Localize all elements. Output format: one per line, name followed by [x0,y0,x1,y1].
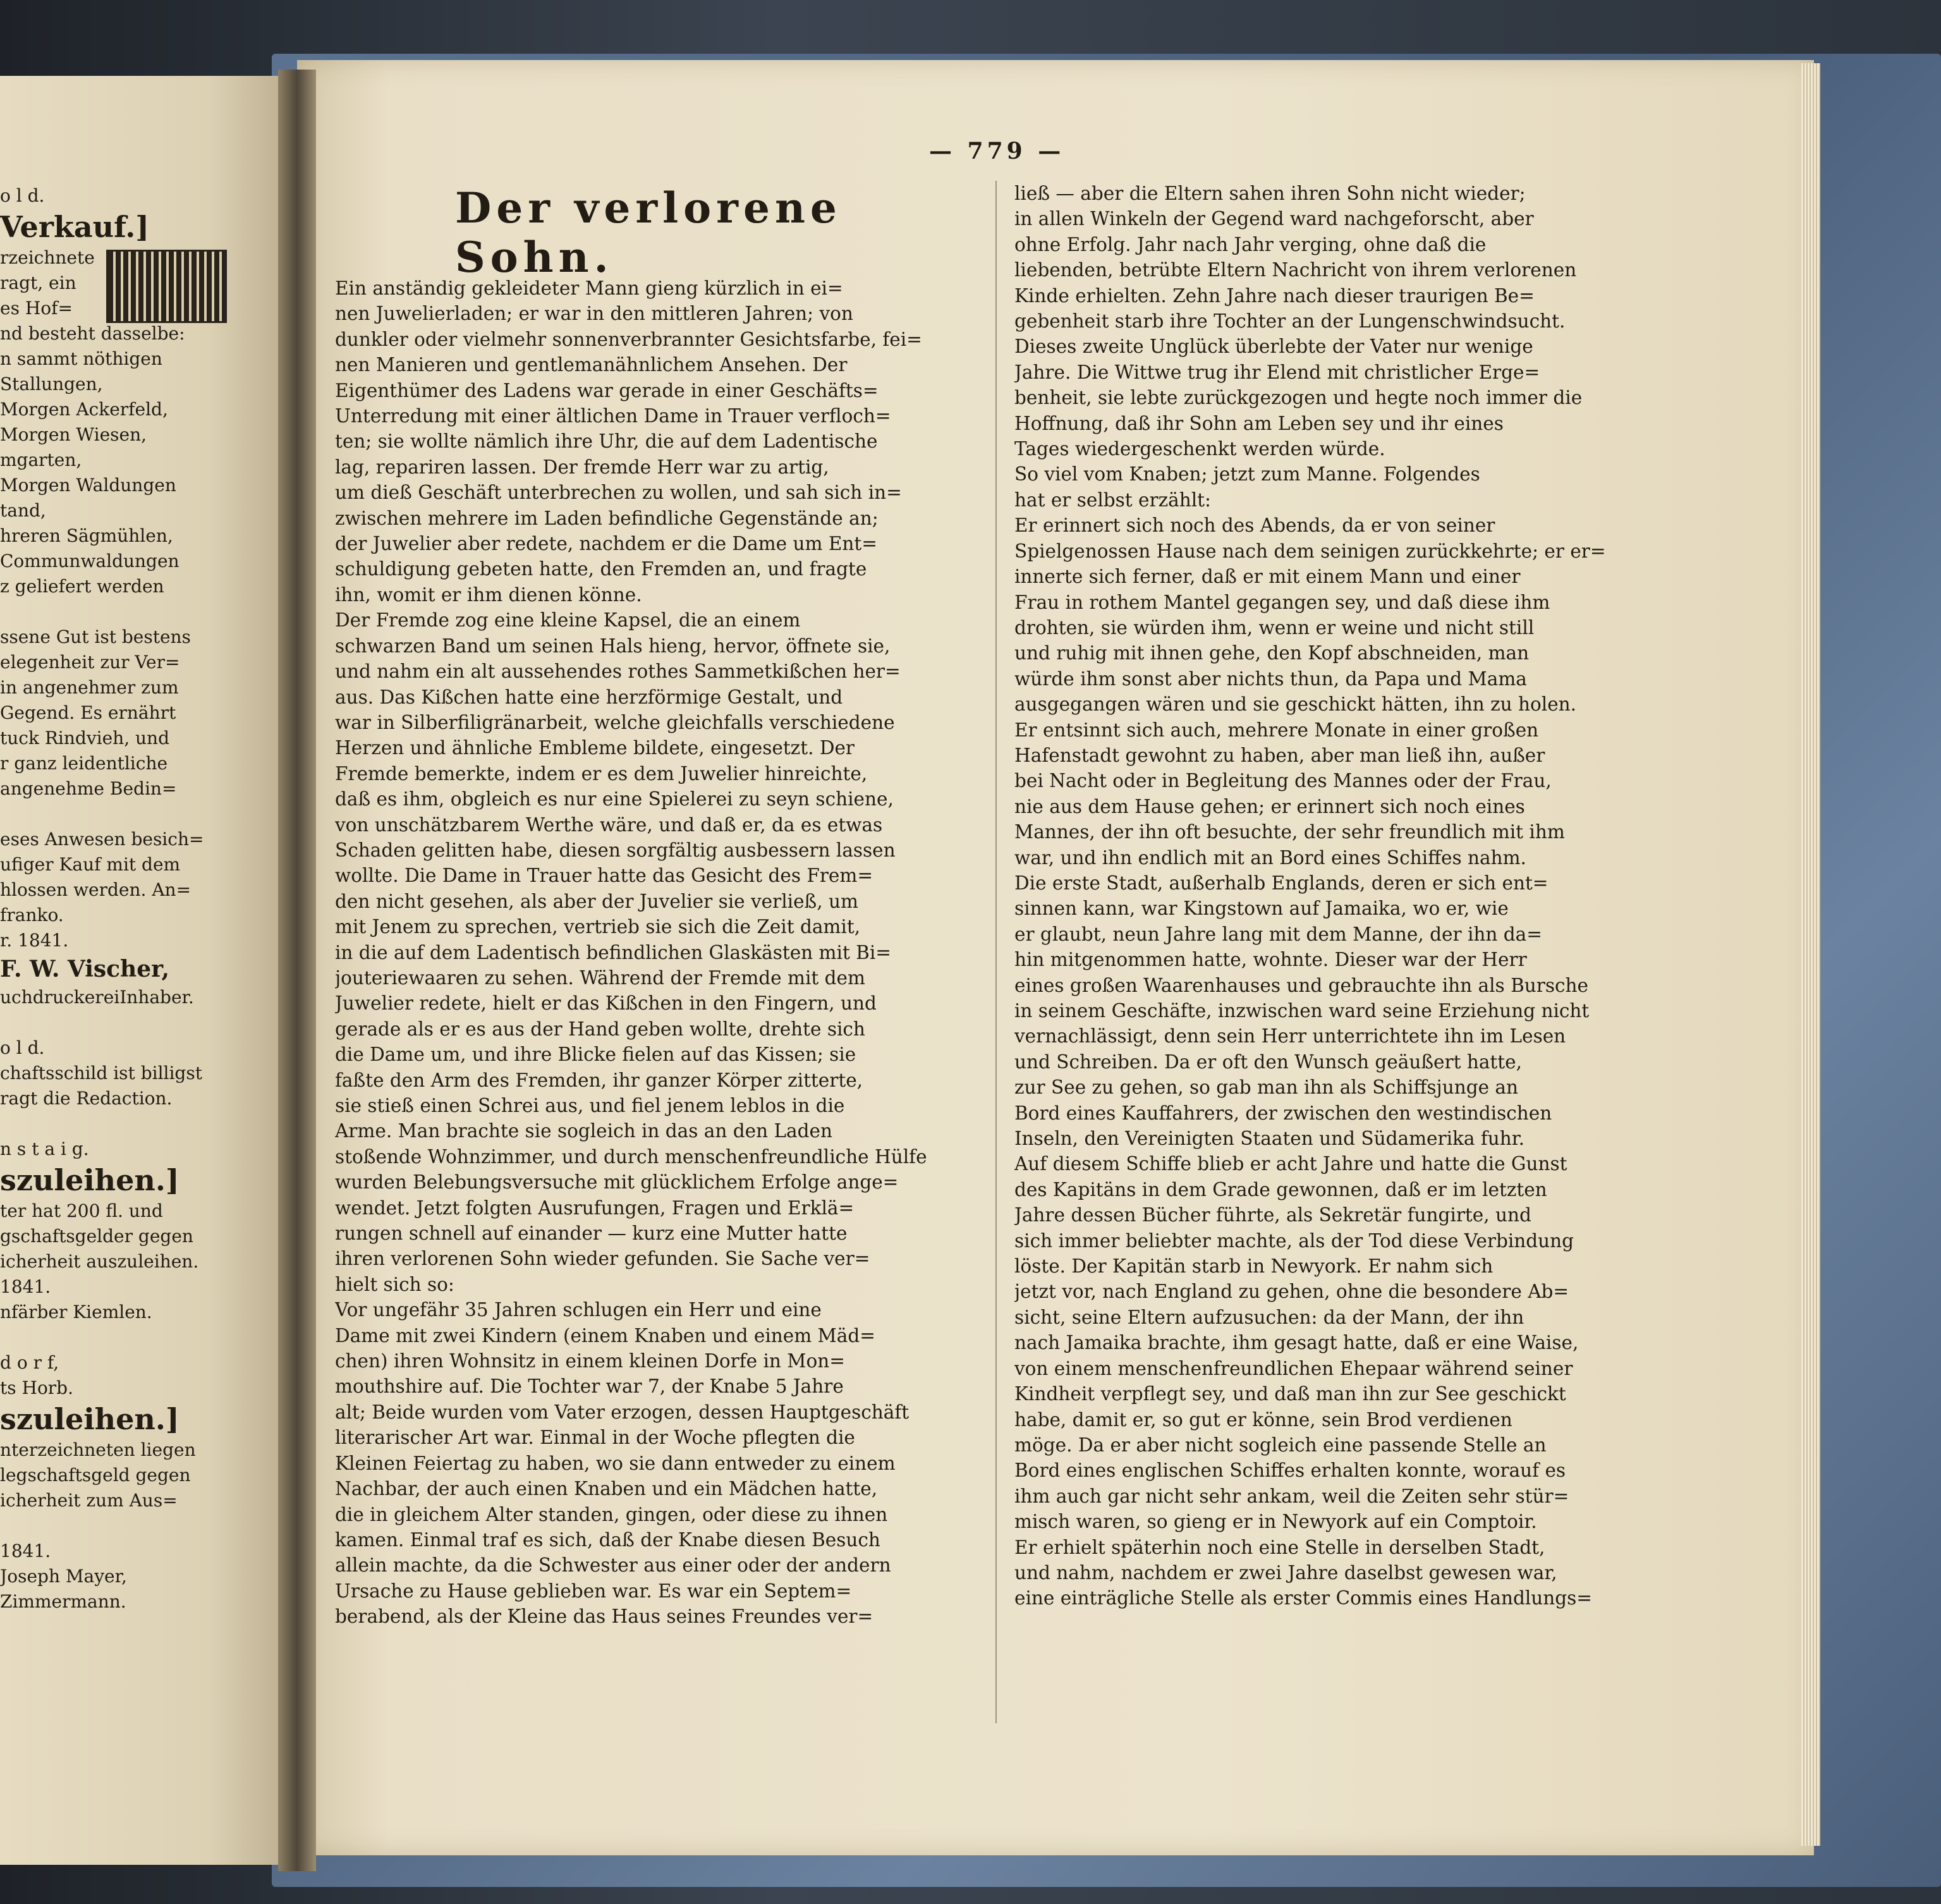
page-number: — 779 — [929,138,1065,164]
text-line: Kleinen Feiertag zu haben, wo sie dann entweder zu einem [335,1452,896,1474]
text-line: aus. Das Kißchen hatte eine herzförmige Gestalt, und [335,686,843,708]
ad-line: Zimmermann. [0,1591,126,1612]
ad-line: nfärber Kiemlen. [0,1302,152,1322]
text-line: Kindheit verpflegt sey, und daß man ihn zur See geschickt [1014,1383,1566,1405]
ad-line: Morgen Wiesen, [0,424,147,445]
text-line: Hoffnung, daß ihr Sohn am Leben sey und ihr eines [1014,412,1504,434]
text-line: Dame mit zwei Kindern (einem Knaben und einem Mäd= [335,1324,875,1346]
text-line: zur See zu gehen, so gab man ihn als Schiffsjunge an [1014,1077,1519,1099]
ad-line: tuck Rindvieh, und [0,728,169,748]
article-column-right [1014,181,1653,1611]
text-line: habe, damit er, so gut er könne, sein Brod verdienen [1014,1408,1512,1431]
text-line: chen) ihren Wohnsitz in einem kleinen Dorfe in Mon= [335,1350,845,1372]
text-line: hat er selbst erzählt: [1014,489,1211,511]
ad-line: o l d. [0,1037,45,1058]
ad-line [0,1513,221,1539]
ad-line: r. 1841. [0,930,69,951]
ad-line: szuleihen.] [0,1163,179,1197]
text-line: nach Jamaika brachte, ihm gesagt hatte, daß er eine Waise, [1014,1332,1579,1354]
text-line: Arme. Man brachte sie sogleich in das an den Laden [335,1120,832,1142]
ad-line: rzeichnete [0,247,95,268]
text-line: Mannes, der ihn oft besuchte, der sehr freundlich mit ihm [1014,821,1565,843]
text-line: alt; Beide wurden vom Vater erzogen, dessen Hauptgeschäft [335,1401,910,1423]
text-line: wurden Belebungsversuche mit glücklichem Erfolge ange= [335,1171,899,1193]
text-line: Jahre dessen Bücher führte, als Sekretär fungirte, und [1014,1204,1531,1226]
ad-line: tand, [0,500,46,521]
ad-line: ragt, ein [0,272,76,293]
text-line: vernachlässigt, denn sein Herr unterrichtete ihn im Lesen [1014,1025,1566,1047]
text-line: innerte sich ferner, daß er mit einem Mann und einer [1014,566,1521,588]
text-line: Juwelier redete, hielt er das Kißchen in den Fingern, und [335,992,877,1015]
column-divider [995,181,997,1723]
ad-line: mgarten, [0,449,82,470]
text-line: Er erhielt späterhin noch eine Stelle in derselben Stadt, [1014,1536,1545,1558]
page-edge [1801,63,1820,1846]
text-line: Inseln, den Vereinigten Staaten und Südamerika fuhr. [1014,1128,1525,1150]
text-line: rungen schnell auf einander — kurz eine Mutter hatte [335,1223,848,1245]
ad-line: uchdruckereiInhaber. [0,987,194,1008]
text-line: war, und ihn endlich mit an Bord eines Schiffes nahm. [1014,846,1526,869]
text-line: um dieß Geschäft unterbrechen zu wollen, und sah sich in= [335,482,902,504]
text-line: ließ — aber die Eltern sahen ihren Sohn nicht wieder; [1014,183,1526,204]
ad-line: legschaftsgeld gegen [0,1465,191,1486]
ad-line: 1841. [0,1541,51,1561]
ad-line: ssene Gut ist bestens [0,626,191,647]
ad-line: F. W. Vischer, [0,956,170,982]
text-line: Schaden gelitten habe, diesen sorgfältig ausbessern lassen [335,839,896,861]
text-line: sinnen kann, war Kingstown auf Jamaika, wo er, wie [1014,898,1509,920]
ad-line: es Hof= [0,298,73,319]
text-line: Frau in rothem Mantel gegangen sey, und daß diese ihm [1014,591,1550,613]
text-line: und nahm, nachdem er zwei Jahre daselbst gewesen war, [1014,1561,1557,1584]
ad-line: z geliefert werden [0,576,164,597]
text-line: löste. Der Kapitän starb in Newyork. Er nahm sich [1014,1255,1494,1278]
text-line: daß es ihm, obgleich es nur eine Spielerei zu seyn schiene, [335,788,894,810]
text-line: nie aus dem Hause gehen; er erinnert sich noch eines [1014,795,1525,817]
ad-line: d o r f, [0,1352,59,1373]
ad-line: angenehme Bedin= [0,778,177,799]
ad-line: o l d. [0,185,45,206]
text-line: von einem menschenfreundlichen Ehepaar während seiner [1014,1357,1573,1379]
text-line: sich immer beliebter machte, als der Tod diese Verbindung [1014,1230,1574,1252]
text-line: Spielgenossen Hause nach dem seinigen zurückkehrte; er er= [1014,540,1606,562]
text-line: hin mitgenommen hatte, wohnte. Dieser war der Herr [1014,949,1527,971]
ad-line: chaftsschild ist billigst [0,1063,202,1083]
text-line: eine einträgliche Stelle als erster Commis eines Handlungs= [1014,1587,1592,1609]
ad-line: icherheit auszuleihen. [0,1251,199,1272]
text-line: nen Juwelierladen; er war in den mittleren Jahren; von [335,303,853,325]
text-line: er glaubt, neun Jahre lang mit dem Manne, der ihn da= [1014,923,1542,945]
text-line: benheit, sie lebte zurückgezogen und hegte noch immer die [1014,387,1583,409]
text-line: möge. Da er aber nicht sogleich eine passende Stelle an [1014,1434,1547,1456]
text-line: sie stieß einen Schrei aus, und fiel jenem leblos in die [335,1095,845,1116]
text-line: lag, repariren lassen. Der fremde Herr war zu artig, [335,456,829,478]
text-line: Hafenstadt gewohnt zu haben, aber man ließ ihn, außer [1014,744,1545,766]
text-line: jetzt vor, nach England zu gehen, ohne die besondere Ab= [1014,1281,1569,1303]
text-line: Bord eines englischen Schiffes erhalten konnte, worauf es [1014,1460,1566,1482]
text-line: wendet. Jetzt folgten Ausrufungen, Fragen und Erklä= [335,1197,855,1219]
text-line: sicht, seine Eltern aufzusuchen: da der Mann, der ihn [1014,1306,1524,1328]
ad-line: gschaftsgelder gegen [0,1226,193,1247]
text-line: ihm auch gar nicht sehr ankam, weil die Zeiten sehr stür= [1014,1485,1569,1507]
ad-line: hlossen werden. An= [0,879,192,900]
text-line: gerade als er es aus der Hand geben wollte, drehte sich [335,1018,865,1040]
text-line: eines großen Waarenhauses und gebrauchte ihn als Bursche [1014,974,1588,996]
ad-line: Gegend. Es ernährt [0,702,176,723]
text-line: wollte. Die Dame in Trauer hatte das Gesicht des Frem= [335,865,873,887]
text-line: ohne Erfolg. Jahr nach Jahr verging, ohne daß die [1014,233,1487,255]
text-line: mit Jenem zu sprechen, vertrieb sie sich die Zeit damit, [335,916,861,938]
text-line: kamen. Einmal traf es sich, daß der Knabe diesen Besuch [335,1529,880,1551]
ad-line [0,1010,221,1035]
text-line: Herzen und ähnliche Embleme bildete, eingesetzt. Der [335,737,855,759]
text-line: dunkler oder vielmehr sonnenverbrannter Gesichtsfarbe, fei= [335,328,922,350]
text-line: ten; sie wollte nämlich ihre Uhr, die auf dem Ladentische [335,430,878,453]
text-line: zwischen mehrere im Laden befindliche Gegenstände an; [335,507,879,529]
text-line: der Juwelier aber redete, nachdem er die Dame um Ent= [335,533,877,555]
article-column-left [335,276,973,1630]
text-line: mouthshire auf. Die Tochter war 7, der Knabe 5 Jahre [335,1376,844,1398]
ad-line: ter hat 200 fl. und [0,1200,163,1221]
text-line: drohten, sie würden ihm, wenn er weine und nicht still [1014,616,1535,638]
ad-line: Communwaldungen [0,551,179,571]
text-line: würde ihm sonst aber nichts thun, da Papa und Mama [1014,668,1527,690]
text-line: von unschätzbarem Werthe wäre, und daß er, da es etwas [335,814,883,836]
ad-line: eses Anwesen besich= [0,829,204,850]
text-line: und nahm ein alt aussehendes rothes Sammetkißchen her= [335,661,901,683]
text-line: ihn, womit er ihm dienen könne. [335,583,642,606]
text-line: So viel vom Knaben; jetzt zum Manne. Folgendes [1014,463,1480,485]
ad-line: hreren Sägmühlen, [0,525,173,546]
ad-line [0,1325,221,1350]
text-line: Er erinnert sich noch des Abends, da er von seiner [1014,515,1495,537]
text-line: Nachbar, der auch einen Knaben und ein Mädchen hatte, [335,1478,878,1500]
text-line: Der Fremde zog eine kleine Kapsel, die an einem [335,609,801,632]
ad-line: Morgen Ackerfeld, [0,399,168,420]
text-line: literarischer Art war. Einmal in der Woche pflegten die [335,1427,855,1449]
text-line: faßte den Arm des Fremden, ihr ganzer Körper zitterte, [335,1069,863,1091]
text-line: nen Manieren und gentlemanähnlichem Ansehen. Der [335,354,848,376]
ad-line: r ganz leidentliche [0,753,168,774]
article-title: Der verlorene Sohn. [455,183,842,282]
ad-line: ragt die Redaction. [0,1088,173,1109]
text-line: Ursache zu Hause geblieben war. Es war ein Septem= [335,1580,852,1602]
text-line: schwarzen Band um seinen Hals hieng, hervor, öffnete sie, [335,635,891,657]
text-line: in seinem Geschäfte, inzwischen ward seine Erziehung nicht [1014,1000,1590,1022]
text-line: Dieses zweite Unglück überlebte der Vater nur wenige [1014,336,1533,358]
ad-line: ufiger Kauf mit dem [0,854,181,875]
book-gutter [278,70,316,1871]
ad-line: ts Horb. [0,1377,74,1398]
text-line: in die auf dem Ladentisch befindlichen Glaskästen mit Bi= [335,941,892,963]
left-page-advertisements [0,183,221,1614]
text-line: des Kapitäns in dem Grade gewonnen, daß er im letzten [1014,1178,1547,1200]
ad-line: in angenehmer zum [0,677,179,698]
ad-line [0,599,221,625]
text-line: stoßende Wohnzimmer, und durch menschenfreundliche Hülfe [335,1145,927,1168]
ad-line: franko. [0,905,64,925]
text-line: Auf diesem Schiffe blieb er acht Jahre und hatte die Gunst [1014,1153,1567,1175]
ad-line: Verkauf.] [0,210,150,244]
text-line: den nicht gesehen, als aber der Juvelier sie verließ, um [335,890,858,912]
text-line: war in Silberfiligränarbeit, welche gleichfalls verschiedene [335,711,895,733]
text-line: in allen Winkeln der Gegend ward nachgeforscht, aber [1014,208,1534,230]
text-line: bei Nacht oder in Begleitung des Mannes oder der Frau, [1014,770,1552,792]
text-line: die Dame um, und ihre Blicke fielen auf das Kissen; sie [335,1044,856,1066]
text-line: ausgegangen wären und sie geschickt hätten, ihn zu holen. [1014,693,1577,716]
text-line: Fremde bemerkte, indem er es dem Juwelier hinreichte, [335,762,868,784]
ad-line: n sammt nöthigen [0,348,162,369]
text-line: Jahre. Die Wittwe trug ihr Elend mit christlicher Erge= [1014,361,1540,383]
ad-line: n s t a i g. [0,1138,89,1159]
text-line: gebenheit starb ihre Tochter an der Lungenschwindsucht. [1014,310,1566,333]
ad-line: Morgen Waldungen [0,475,176,496]
text-line: Unterredung mit einer ältlichen Dame in Trauer verfloch= [335,405,891,427]
text-line: und ruhig mit ihnen gehe, den Kopf abschneiden, man [1014,642,1530,664]
text-line: und Schreiben. Da er oft den Wunsch geäußert hatte, [1014,1051,1522,1073]
text-line: jouteriewaaren zu sehen. Während der Fremde mit dem [335,967,865,989]
ad-line [0,1111,221,1137]
text-line: Vor ungefähr 35 Jahren schlugen ein Herr und eine [335,1299,822,1321]
ad-line: Stallungen, [0,374,103,394]
text-line: Tages wiedergeschenkt werden würde. [1014,438,1385,460]
text-line: berabend, als der Kleine das Haus seines Freundes ver= [335,1606,873,1628]
text-line: schuldigung gebeten hatte, den Fremden an, und fragte [335,558,867,580]
text-line: Die erste Stadt, außerhalb Englands, deren er sich ent= [1014,872,1549,894]
text-line: Eigenthümer des Ladens war gerade in einer Geschäfts= [335,379,879,401]
text-line: Bord eines Kauffahrers, der zwischen den westindischen [1014,1102,1552,1124]
text-line: misch waren, so gieng er in Newyork auf ein Comptoir. [1014,1511,1537,1533]
text-line: hielt sich so: [335,1273,454,1295]
ad-line: 1841. [0,1276,51,1297]
text-line: Ein anständig gekleideter Mann gieng kürzlich in ei= [335,278,843,299]
ad-line: Joseph Mayer, [0,1566,127,1587]
text-line: liebenden, betrübte Eltern Nachricht von ihrem verlorenen [1014,259,1577,281]
ad-line: elegenheit zur Ver= [0,652,180,673]
text-line: die in gleichem Alter standen, gingen, oder diese zu ihnen [335,1503,888,1525]
ad-line: icherheit zum Aus= [0,1490,178,1511]
text-line: ihren verlorenen Sohn wieder gefunden. Sie Sache ver= [335,1248,870,1270]
text-line: Kinde erhielten. Zehn Jahre nach dieser traurigen Be= [1014,284,1535,307]
ad-line: szuleihen.] [0,1402,179,1436]
text-line: allein machte, da die Schwester aus einer oder der andern [335,1554,891,1577]
ad-line: nd besteht dasselbe: [0,323,185,344]
ad-line: nterzeichneten liegen [0,1439,196,1460]
ad-line [0,802,221,827]
text-line: Er entsinnt sich auch, mehrere Monate in einer großen [1014,719,1539,741]
